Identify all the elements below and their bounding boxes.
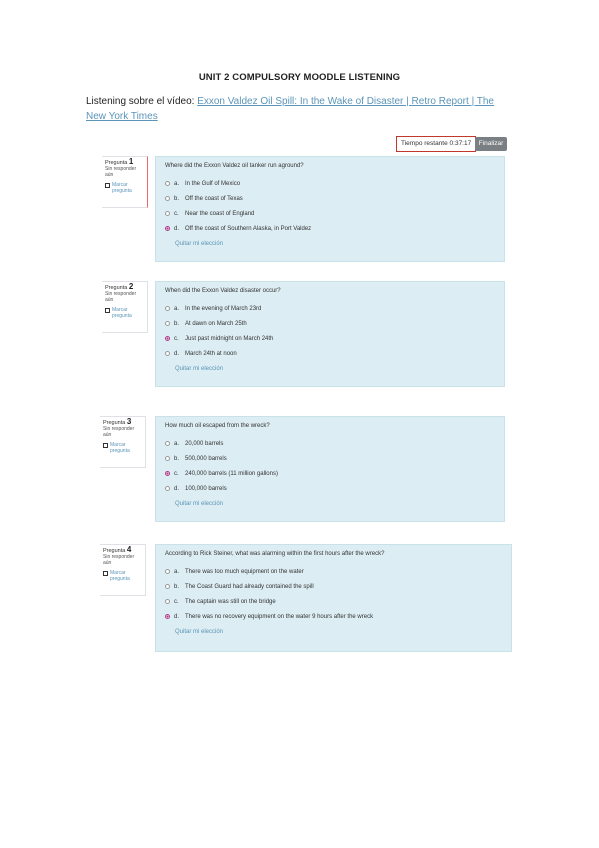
radio-button-selected[interactable]	[165, 471, 170, 476]
answer-option[interactable]: c. 240,000 barrels (11 million gallons)	[165, 466, 495, 481]
clear-choice-link[interactable]: Quitar mi elección	[175, 629, 224, 635]
question-text: How much oil escaped from the wreck?	[165, 423, 270, 429]
question-card	[155, 281, 505, 387]
answer-option[interactable]: d. There was no recovery equipment on the water 9 hours after the wreck	[165, 609, 502, 624]
flag-icon	[103, 443, 108, 448]
answer-option[interactable]: a. There was too much equipment on the water	[165, 564, 502, 579]
clear-choice-link[interactable]: Quitar mi elección	[175, 366, 224, 372]
flag-question-link[interactable]: Marcar pregunta	[103, 442, 142, 454]
radio-button[interactable]	[165, 486, 170, 491]
question-info	[102, 156, 148, 208]
question-status: Sin responder aún	[105, 291, 137, 303]
video-link[interactable]: Exxon Valdez Oil Spill: In the Wake of Disaster | Retro Report | The New York Times	[86, 96, 494, 122]
answer-option[interactable]: d. Off the coast of Southern Alaska, in Port Valdez	[165, 221, 495, 236]
radio-button[interactable]	[165, 584, 170, 589]
radio-button[interactable]	[165, 569, 170, 574]
answer-option[interactable]: a. In the Gulf of Mexico	[165, 176, 495, 191]
answer-option[interactable]: b. Off the coast of Texas	[165, 191, 495, 206]
radio-button[interactable]	[165, 196, 170, 201]
answer-option[interactable]: a. 20,000 barrels	[165, 436, 495, 451]
intro-prefix: Listening sobre el vídeo:	[86, 96, 198, 107]
answer-option[interactable]: c. Just past midnight on March 24th	[165, 331, 495, 346]
flag-question-link[interactable]: Marcar pregunta	[105, 182, 144, 194]
answer-option[interactable]: b. 500,000 barrels	[165, 451, 495, 466]
question-number: Pregunta 2	[105, 282, 134, 291]
radio-button[interactable]	[165, 599, 170, 604]
question-text: When did the Exxon Valdez disaster occur?	[165, 288, 281, 294]
flag-icon	[105, 183, 110, 188]
answer-option[interactable]: c. Near the coast of England	[165, 206, 495, 221]
radio-button[interactable]	[165, 306, 170, 311]
question-number: Pregunta 4	[103, 545, 132, 554]
intro-paragraph	[86, 94, 516, 124]
radio-button[interactable]	[165, 456, 170, 461]
question-card	[155, 416, 505, 522]
answer-option[interactable]: a. In the evening of March 23rd	[165, 301, 495, 316]
answer-option[interactable]: b. The Coast Guard had already contained the spill	[165, 579, 502, 594]
question-number: Pregunta 1	[105, 157, 134, 166]
question-info	[100, 544, 146, 596]
question-card	[155, 156, 505, 262]
finish-button[interactable]: Finalizar	[475, 137, 507, 151]
question-info	[100, 416, 146, 468]
clear-choice-link[interactable]: Quitar mi elección	[175, 241, 224, 247]
clear-choice-link[interactable]: Quitar mi elección	[175, 501, 224, 507]
radio-button-selected[interactable]	[165, 226, 170, 231]
flag-icon	[103, 571, 108, 576]
radio-button[interactable]	[165, 441, 170, 446]
radio-button[interactable]	[165, 211, 170, 216]
answer-option[interactable]: b. At dawn on March 25th	[165, 316, 495, 331]
answer-option[interactable]: d. March 24th at noon	[165, 346, 495, 361]
question-text: According to Rick Steiner, what was alarming within the first hours after the wreck?	[165, 551, 385, 557]
question-card	[155, 544, 512, 652]
question-info	[102, 281, 148, 333]
question-text: Where did the Exxon Valdez oil tanker run aground?	[165, 163, 304, 169]
time-remaining: Tiempo restante 0:37:17	[396, 136, 476, 152]
question-number: Pregunta 3	[103, 417, 132, 426]
question-status: Sin responder aún	[103, 426, 135, 438]
flag-icon	[105, 308, 110, 313]
flag-question-link[interactable]: Marcar pregunta	[103, 570, 142, 582]
radio-button[interactable]	[165, 351, 170, 356]
radio-button[interactable]	[165, 321, 170, 326]
radio-button-selected[interactable]	[165, 614, 170, 619]
radio-button[interactable]	[165, 181, 170, 186]
answer-option[interactable]: d. 100,000 barrels	[165, 481, 495, 496]
radio-button-selected[interactable]	[165, 336, 170, 341]
answer-option[interactable]: c. The captain was still on the bridge	[165, 594, 502, 609]
flag-question-link[interactable]: Marcar pregunta	[105, 307, 144, 319]
page-title: UNIT 2 COMPULSORY MOODLE LISTENING	[198, 72, 401, 83]
question-status: Sin responder aún	[105, 166, 137, 178]
question-status: Sin responder aún	[103, 554, 135, 566]
